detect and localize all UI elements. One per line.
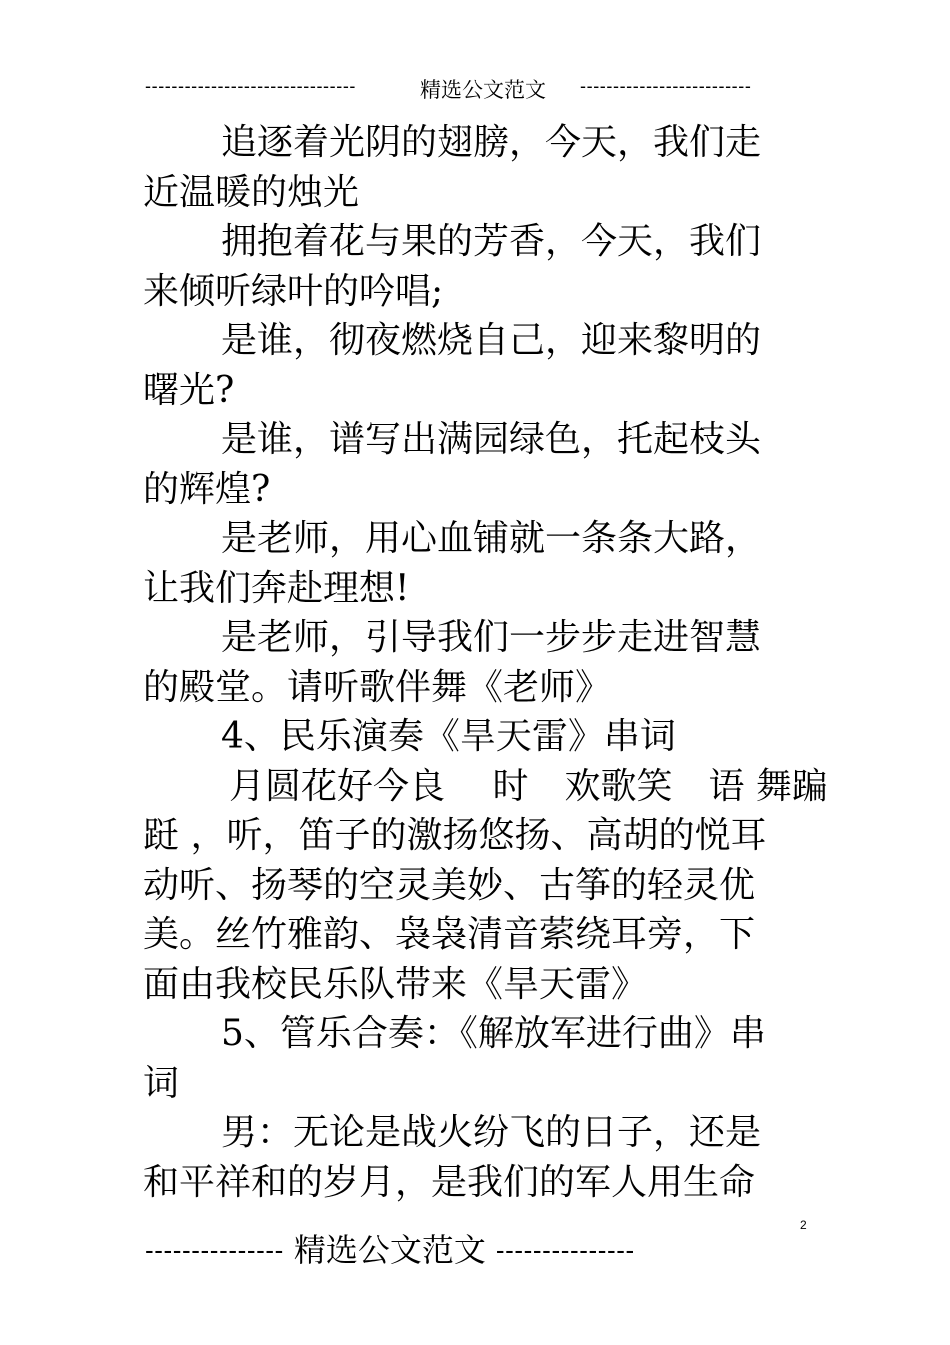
- text-line: 追逐着光阴的翅膀，今天，我们走: [221, 122, 762, 163]
- section-heading: 4、民乐演奏《旱天雷》串词: [221, 716, 676, 757]
- text-line: 是老师，用心血铺就一条条大路，: [221, 518, 762, 559]
- text-line: 拥抱着花与果的芳香，今天，我们: [221, 221, 762, 262]
- page-number: 2: [800, 1218, 807, 1232]
- footer-rule-left: ---------------: [145, 1235, 284, 1265]
- text-line: 跹 ，听，笛子的激扬悠扬、高胡的悦耳: [143, 815, 767, 856]
- header-rule-right: --------------------------: [580, 76, 752, 96]
- text-line: 来倾听绿叶的吟唱;: [143, 270, 444, 312]
- text-line: 曙光?: [143, 369, 235, 411]
- text-line: 是老师，引导我们一步步走进智慧: [221, 617, 762, 658]
- text-line: 男：无论是战火纷飞的日子，还是: [221, 1112, 762, 1153]
- text-line: 面由我校民乐队带来《旱天雷》: [143, 963, 648, 1005]
- section-heading: 5、管乐合奏：《解放军进行曲》串: [221, 1013, 766, 1054]
- text-line: 近温暖的烛光: [143, 171, 360, 213]
- text-line: 是谁，谱写出满园绿色，托起枝头: [221, 419, 762, 460]
- header-title: 精选公文范文: [420, 78, 546, 102]
- text-line: 词: [143, 1062, 180, 1104]
- text-line: 动听、扬琴的空灵美妙、古筝的轻灵优: [143, 864, 756, 906]
- footer-rule-right: ---------------: [495, 1235, 635, 1265]
- header-rule-left: --------------------------------: [145, 76, 357, 96]
- text-line: 的辉煌?: [143, 468, 271, 510]
- text-line: 美。丝竹雅韵、袅袅清音萦绕耳旁，下: [143, 914, 756, 955]
- text-line: 月圆花好今良 时 欢歌笑 语 舞蹁: [229, 765, 828, 807]
- page-footer: [145, 1228, 775, 1268]
- page-header: [0, 74, 950, 104]
- footer-title: 精选公文范文: [293, 1231, 486, 1269]
- document-body: [143, 118, 828, 1207]
- text-line: 是谁，彻夜燃烧自己，迎来黎明的: [221, 320, 762, 361]
- text-line: 让我们奔赴理想!: [143, 567, 410, 609]
- text-line: 和平祥和的岁月，是我们的军人用生命: [143, 1161, 756, 1203]
- text-line: 的殿堂。请听歌伴舞《老师》: [143, 666, 612, 708]
